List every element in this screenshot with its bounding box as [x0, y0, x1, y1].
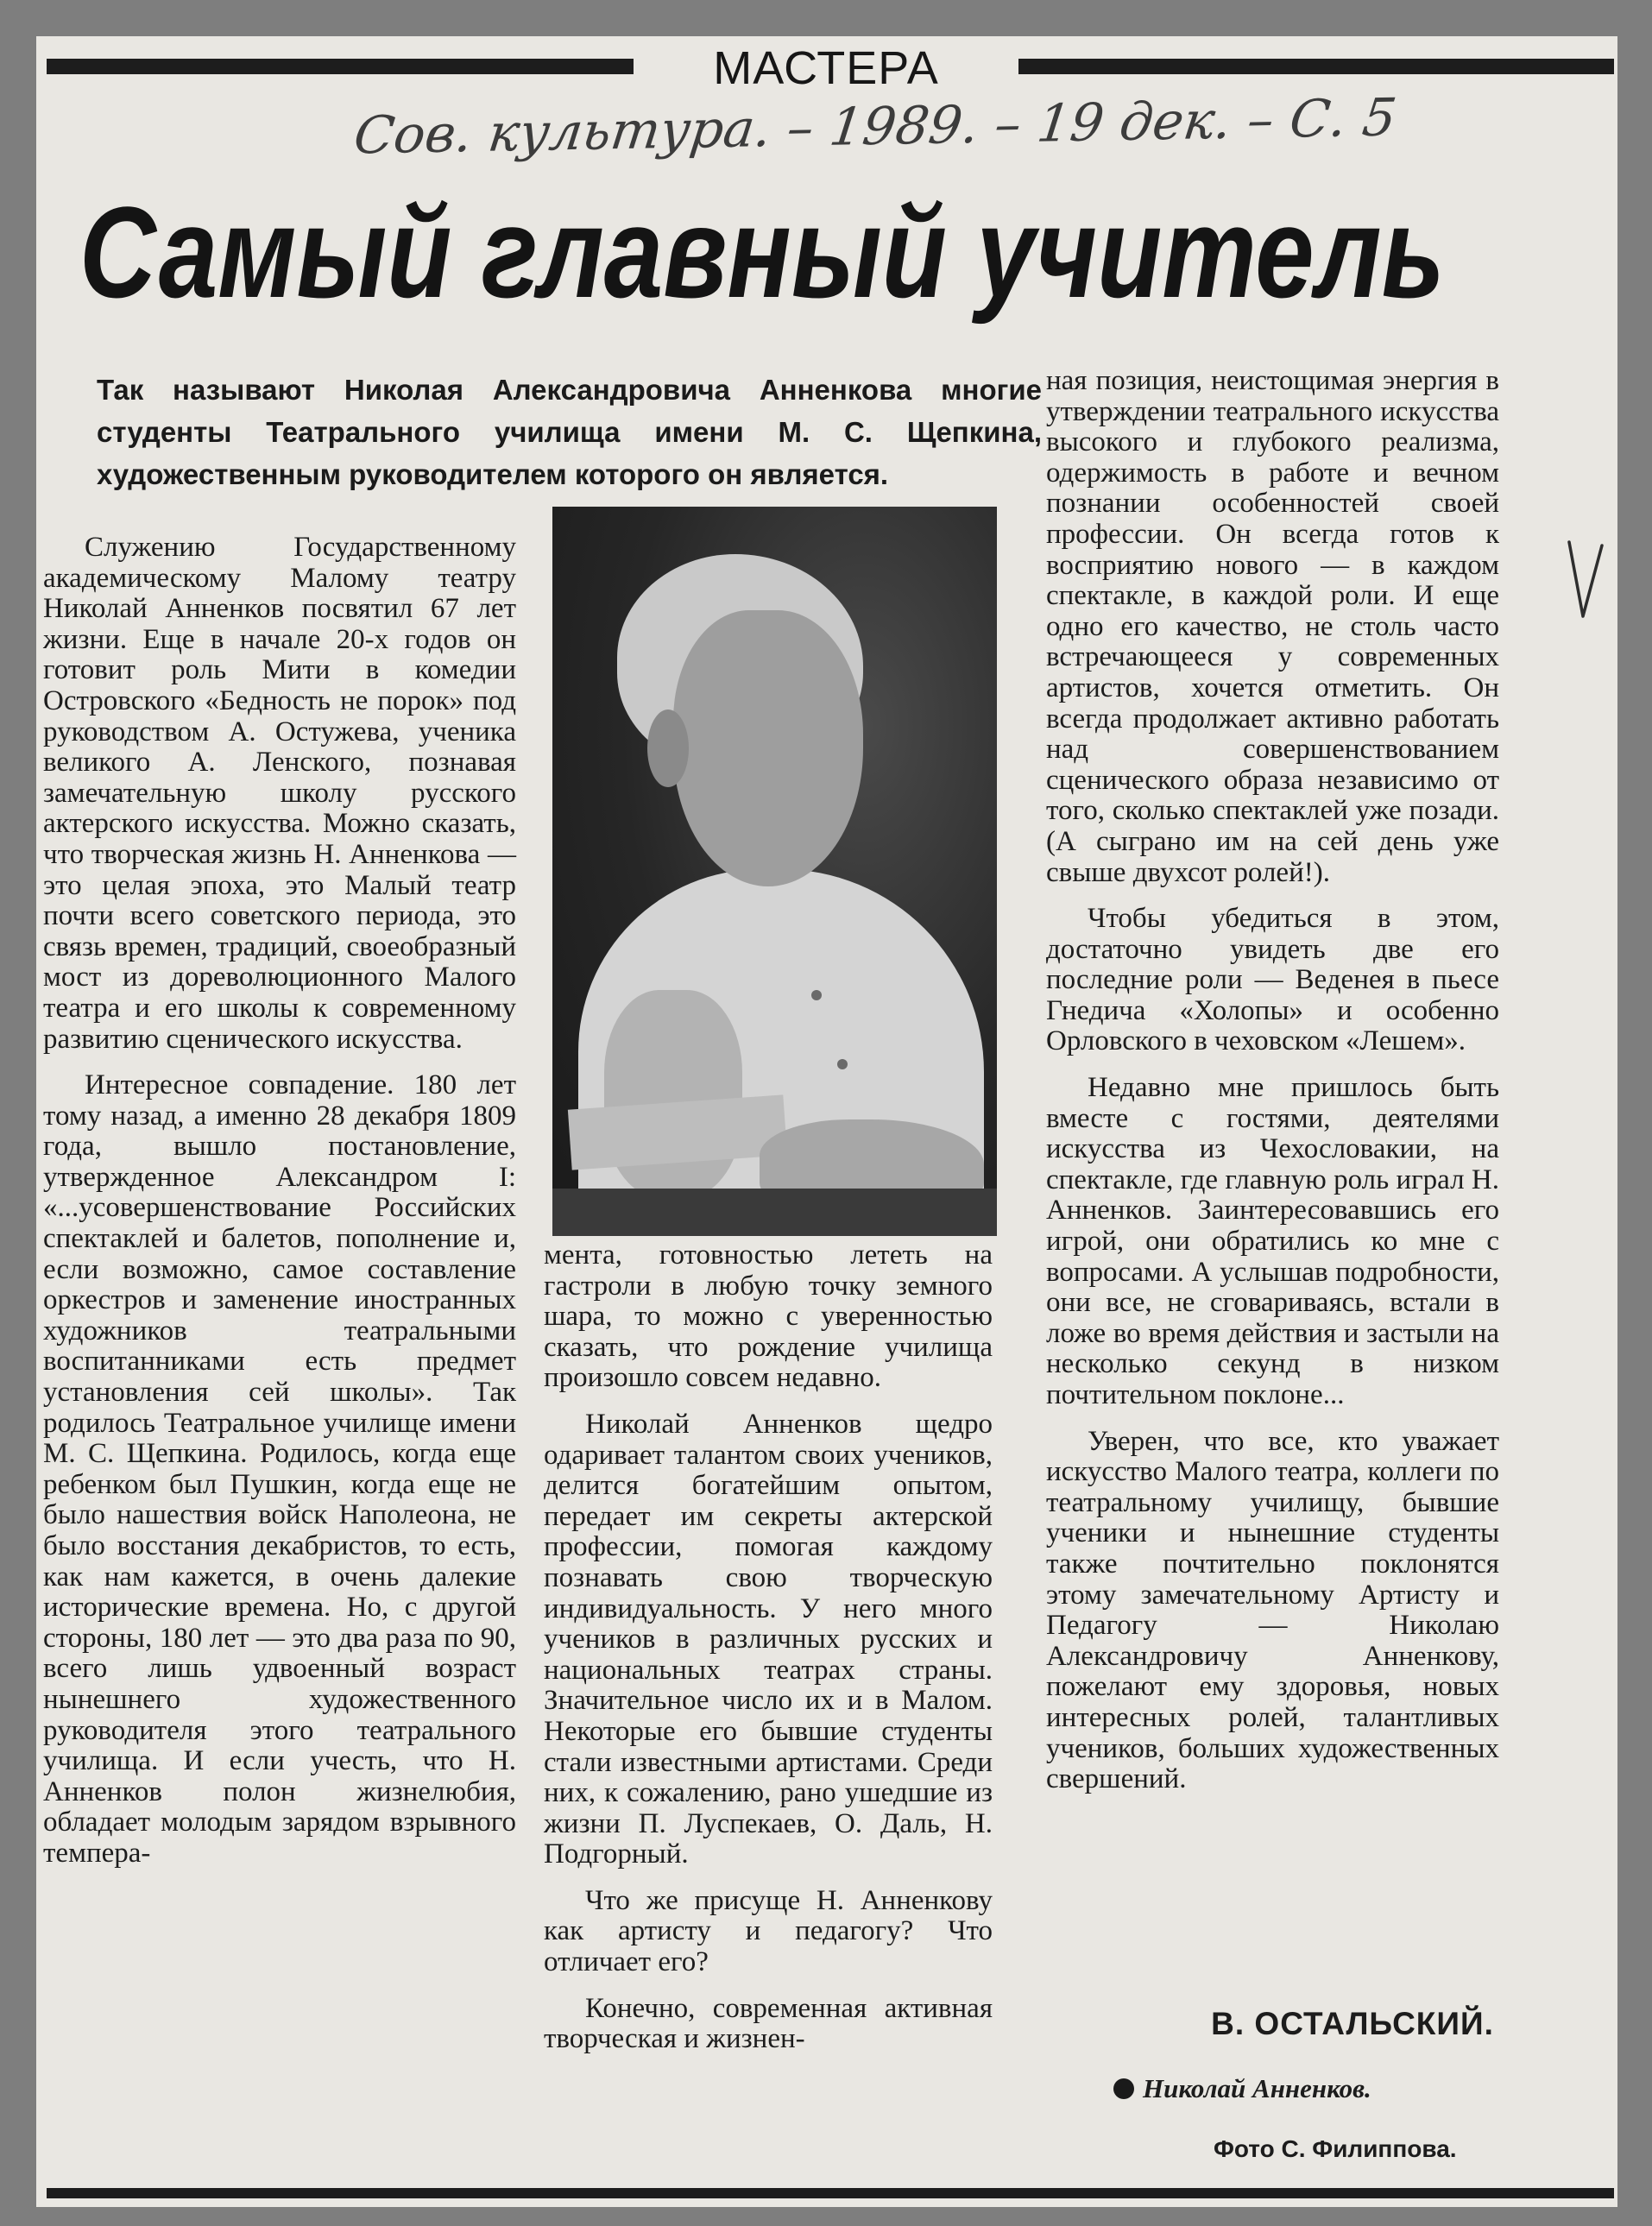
- photo-face: [673, 610, 863, 886]
- photo-ear: [647, 709, 689, 787]
- portrait-photo: [552, 507, 997, 1236]
- check-mark-icon: [1564, 537, 1607, 623]
- col3-paragraph-4: Уверен, что все, кто уважает искусство Малого театра, коллеги по театральному училищу, бывшие ученики и нынешние студенты также почтительно поклонятся этому замечательному Артисту и Педагогу — Николаю Александровичу Анненкову, пожелают ему здоровья, новых интересных ролей, талантливых учеников, больших художественных свершений.: [1046, 1425, 1499, 1795]
- newspaper-clipping: [36, 36, 1617, 2207]
- col3-paragraph-2: Чтобы убедиться в этом, достаточно увидеть две его последние роли — Веденея в пьесе Гнедича «Холопы» и особенно Орловского в чеховском «Лешем».: [1046, 903, 1499, 1057]
- photo-credit: Фото С. Филиппова.: [1214, 2135, 1457, 2162]
- article-column-3: [1046, 366, 1499, 2092]
- lede-paragraph: Так называют Николая Александровича Анненкова многие студенты Театрального училища имени М. С. Щепкина, художественным руководителем которого он является.: [97, 374, 1042, 490]
- photo-desk: [552, 1189, 997, 1236]
- author-signature: В. ОСТАЛЬСКИЙ.: [1211, 2006, 1494, 2041]
- photo-shirt-button: [811, 990, 822, 1000]
- col1-paragraph-1: Служению Государственному академическому Малому театру Николай Анненков посвятил 67 лет жизни. Еще в начале 20-х годов он готовит роль Мити в комедии Островского «Бедность не порок» под руководством А. Остужева, ученика великого А. Ленского, познавая замечательную школу русского актерского искусства. Можно сказать, что творческая жизнь Н. Анненкова — это целая эпоха, это Малый театр почти всего советского периода, это связь времен, традиций, своеобразный мост из дореволюционного Малого театра и его школы к современному развитию сценического искусства.: [43, 532, 516, 1055]
- col2-paragraph-3: Что же присуще Н. Анненкову как артисту и педагогу? Что отличает его?: [544, 1884, 993, 1978]
- col3-paragraph-3: Недавно мне пришлось быть вместе с гостями, деятелями искусства из Чехословакии, на спектакле, где главную роль играл Н. Анненков. Заинтересовавшись его игрой, они обратились ко мне с вопросами. А услышав подробности, они все, не сговариваясь, встали в ложе во время действия и застыли на несколько секунд в низком почтительном поклоне...: [1046, 1072, 1499, 1410]
- col2-paragraph-1: мента, готовностью лететь на гастроли в любую точку земного шара, то можно с уверенностью сказать, что рождение училища произошло совсем недавно.: [544, 1239, 993, 1394]
- headline: Самый главный учитель: [79, 180, 1445, 325]
- photo-caption-text: Николай Анненков.: [1143, 2073, 1371, 2103]
- bottom-rule: [47, 2188, 1614, 2198]
- section-rule-right: [1018, 59, 1614, 74]
- photo-shirt-button: [837, 1059, 848, 1069]
- photo-caption: [1113, 2073, 1545, 2104]
- section-rule-left: [47, 59, 634, 74]
- article-column-1: [43, 533, 516, 2155]
- article-column-2: [544, 1240, 993, 2155]
- section-label: МАСТЕРА: [713, 42, 939, 94]
- bullet-icon: [1113, 2078, 1134, 2099]
- handwritten-source-note: Сов. культура. – 1989. – 19 дек. – С. 5: [350, 87, 1400, 167]
- col1-paragraph-2: Интересное совпадение. 180 лет тому назад, а именно 28 декабря 1809 года, вышло постановление, утвержденное Александром I: «...усовершенствование Российских спектаклей и балетов, пополнение и, если возможно, самое составление оркестров и заменение иностранных художников театральными воспитанниками есть предмет установления сей школы». Так родилось Театральное училище имени М. С. Щепкина. Родилось, когда еще ребенком был Пушкин, когда еще не было нашествия войск Наполеона, не было восстания декабристов, то есть, как нам кажется, в очень далекие исторические времена. Но, с другой стороны, 180 лет — это два раза по 90, всего лишь удвоенный возраст нынешнего художественного руководителя этого театрального училища. И если учесть, что Н. Анненков полон жизнелюбия, обладает молодым зарядом взрывного темпера-: [43, 1069, 516, 1869]
- col2-paragraph-2: Николай Анненков щедро одаривает талантом своих учеников, делится богатейшим опытом, передает им секреты актерской профессии, помогая каждому познавать свою творческую индивидуальность. У него много учеников в различных русских и национальных театрах страны. Значительное число их и в Малом. Некоторые его бывшие студенты стали известными артистами. Среди них, к сожалению, рано ушедшие из жизни П. Луспекаев, О. Даль, Н. Подгорный.: [544, 1408, 993, 1870]
- col2-paragraph-4: Конечно, современная активная творческая и жизнен-: [544, 1992, 993, 2055]
- col3-paragraph-1: ная позиция, неистощимая энергия в утверждении театрального искусства высокого и глубокого реализма, одержимость в работе и вечном познании особенностей своей профессии. Он всегда готов к восприятию нового — в каждом спектакле, в каждой роли. И еще одно его качество, не столь часто встречающееся у современных артистов, хочется отметить. Он всегда продолжает активно работать над совершенствованием сценического образа независимо от того, сколько спектаклей уже позади. (А сыграно им на сей день уже свыше двухсот ролей!).: [1046, 365, 1499, 888]
